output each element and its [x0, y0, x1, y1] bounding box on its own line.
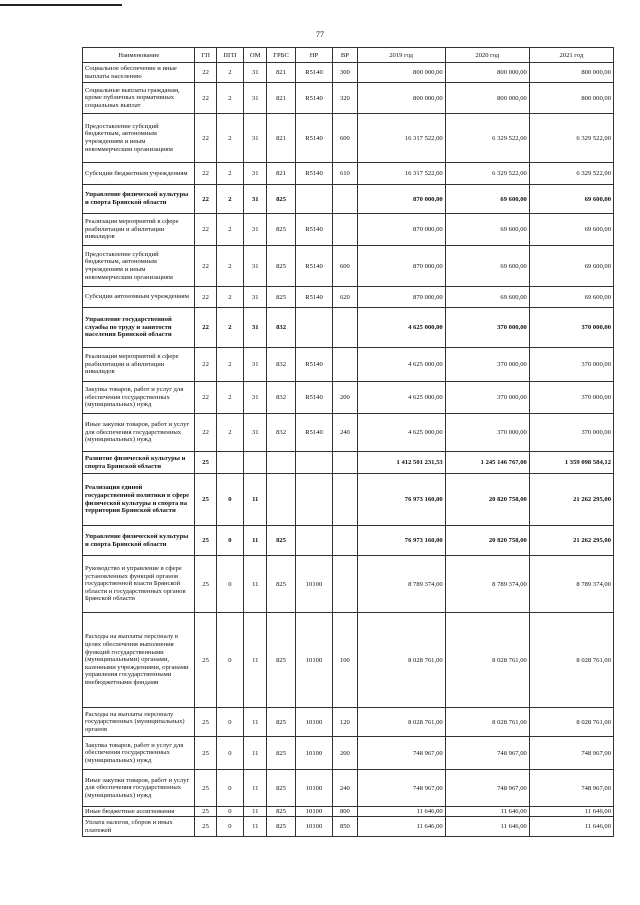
cell-gp: 22	[195, 382, 216, 414]
cell-2020: 69 600,00	[445, 214, 529, 246]
cell-vr: 100	[333, 613, 357, 708]
cell-pgp: 0	[216, 526, 243, 556]
cell-grbs: 825	[267, 214, 295, 246]
cell-2020: 8 028 761,00	[445, 613, 529, 708]
cell-gp: 22	[195, 185, 216, 214]
cell-name: Социальные выплаты гражданам, кроме публичных нормативных социальных выплат	[83, 83, 195, 114]
cell-om: 11	[244, 807, 267, 817]
cell-name: Реализация мероприятий в сфере реабилитации и абилитации инвалидов	[83, 348, 195, 382]
table-row	[83, 737, 614, 770]
cell-grbs: 825	[267, 708, 295, 737]
cell-2020: 6 329 522,00	[445, 114, 529, 163]
cell-2020: 11 646,00	[445, 807, 529, 817]
table-header-row	[83, 48, 614, 63]
cell-nr: 10100	[295, 708, 332, 737]
cell-om	[244, 452, 267, 474]
cell-om: 31	[244, 308, 267, 348]
cell-vr: 200	[333, 382, 357, 414]
cell-nr: R5140	[295, 382, 332, 414]
cell-pgp: 0	[216, 474, 243, 526]
cell-2021: 748 967,00	[529, 770, 613, 807]
cell-om: 11	[244, 708, 267, 737]
cell-pgp	[216, 452, 243, 474]
cell-2021: 370 000,00	[529, 382, 613, 414]
table-row	[83, 214, 614, 246]
cell-2021: 11 646,00	[529, 817, 613, 837]
cell-name: Развитие физической культуры и спорта Брянской области	[83, 452, 195, 474]
cell-2019: 11 646,00	[357, 807, 445, 817]
cell-name: Субсидии автономным учреждениям	[83, 287, 195, 308]
table-row	[83, 770, 614, 807]
cell-grbs: 832	[267, 308, 295, 348]
cell-om: 31	[244, 185, 267, 214]
cell-name: Предоставление субсидий бюджетным, автономным учреждениям и иным некоммерческим организациям	[83, 114, 195, 163]
cell-name: Предоставление субсидий бюджетным, автономным учреждениям и иным некоммерческим организациям	[83, 246, 195, 287]
budget-table	[82, 47, 614, 837]
cell-2021: 11 646,00	[529, 807, 613, 817]
col-header-pgp: ПГП	[216, 48, 243, 63]
cell-vr: 600	[333, 114, 357, 163]
top-rule	[0, 4, 122, 6]
cell-om: 31	[244, 287, 267, 308]
cell-grbs: 821	[267, 63, 295, 83]
cell-2021: 1 359 098 584,12	[529, 452, 613, 474]
cell-vr: 120	[333, 708, 357, 737]
cell-gp: 22	[195, 214, 216, 246]
cell-2019: 16 317 522,00	[357, 114, 445, 163]
cell-nr	[295, 474, 332, 526]
cell-om: 31	[244, 114, 267, 163]
cell-2019: 4 625 000,00	[357, 382, 445, 414]
cell-nr: R5140	[295, 348, 332, 382]
cell-name: Иные закупки товаров, работ и услуг для обеспечения государственных (муниципальных) нужд	[83, 414, 195, 452]
cell-gp: 22	[195, 308, 216, 348]
cell-2021: 21 262 295,00	[529, 474, 613, 526]
table-row	[83, 83, 614, 114]
cell-name: Закупка товаров, работ и услуг для обеспечения государственных (муниципальных) нужд	[83, 737, 195, 770]
cell-nr: 10100	[295, 817, 332, 837]
cell-pgp: 0	[216, 613, 243, 708]
cell-vr: 240	[333, 770, 357, 807]
cell-nr: 10100	[295, 807, 332, 817]
cell-2019: 8 028 761,00	[357, 613, 445, 708]
cell-om: 11	[244, 737, 267, 770]
cell-nr: R5140	[295, 246, 332, 287]
cell-2019: 870 000,00	[357, 185, 445, 214]
table-row	[83, 163, 614, 185]
cell-grbs: 832	[267, 348, 295, 382]
cell-2019: 76 973 160,00	[357, 474, 445, 526]
cell-gp: 22	[195, 348, 216, 382]
cell-gp: 22	[195, 114, 216, 163]
cell-grbs: 832	[267, 382, 295, 414]
table-row	[83, 114, 614, 163]
table-row	[83, 708, 614, 737]
cell-name: Иные закупки товаров, работ и услуг для обеспечения государственных (муниципальных) нужд	[83, 770, 195, 807]
cell-nr: 10100	[295, 613, 332, 708]
cell-pgp: 2	[216, 414, 243, 452]
cell-pgp: 0	[216, 817, 243, 837]
col-header-gp: ГП	[195, 48, 216, 63]
col-header-nr: НР	[295, 48, 332, 63]
cell-grbs: 825	[267, 770, 295, 807]
cell-2021: 69 600,00	[529, 287, 613, 308]
cell-grbs: 825	[267, 556, 295, 613]
cell-gp: 25	[195, 452, 216, 474]
table-row	[83, 287, 614, 308]
table-row	[83, 807, 614, 817]
cell-2020: 370 000,00	[445, 348, 529, 382]
cell-om: 31	[244, 414, 267, 452]
cell-2021: 69 600,00	[529, 246, 613, 287]
cell-2020: 8 789 374,00	[445, 556, 529, 613]
cell-pgp: 0	[216, 737, 243, 770]
cell-nr	[295, 452, 332, 474]
cell-om: 31	[244, 163, 267, 185]
col-header-name: Наименование	[83, 48, 195, 63]
cell-pgp: 2	[216, 214, 243, 246]
cell-om: 31	[244, 63, 267, 83]
cell-om: 31	[244, 214, 267, 246]
cell-gp: 22	[195, 63, 216, 83]
cell-2019: 748 967,00	[357, 737, 445, 770]
table-row	[83, 474, 614, 526]
cell-name: Управление физической культуры и спорта Брянской области	[83, 526, 195, 556]
cell-vr: 240	[333, 414, 357, 452]
cell-gp: 25	[195, 770, 216, 807]
cell-2019: 748 967,00	[357, 770, 445, 807]
cell-nr	[295, 526, 332, 556]
cell-grbs: 825	[267, 807, 295, 817]
cell-om: 11	[244, 474, 267, 526]
table-row	[83, 348, 614, 382]
cell-nr: R5140	[295, 214, 332, 246]
cell-2019: 8 028 761,00	[357, 708, 445, 737]
cell-2020: 20 820 758,00	[445, 526, 529, 556]
cell-name: Субсидии бюджетным учреждениям	[83, 163, 195, 185]
cell-nr	[295, 308, 332, 348]
cell-2021: 800 000,00	[529, 63, 613, 83]
cell-gp: 22	[195, 246, 216, 287]
cell-nr: R5140	[295, 83, 332, 114]
col-header-2019: 2019 год	[357, 48, 445, 63]
cell-2020: 6 329 522,00	[445, 163, 529, 185]
table-row	[83, 63, 614, 83]
cell-name: Управление физической культуры и спорта Брянской области	[83, 185, 195, 214]
cell-2019: 4 625 000,00	[357, 414, 445, 452]
cell-pgp: 0	[216, 807, 243, 817]
cell-2019: 4 625 000,00	[357, 348, 445, 382]
cell-om: 11	[244, 556, 267, 613]
cell-2020: 370 000,00	[445, 382, 529, 414]
cell-gp: 25	[195, 556, 216, 613]
cell-nr: R5140	[295, 287, 332, 308]
cell-2020: 370 000,00	[445, 414, 529, 452]
cell-grbs	[267, 474, 295, 526]
cell-pgp: 2	[216, 163, 243, 185]
cell-gp: 25	[195, 737, 216, 770]
cell-nr: R5140	[295, 63, 332, 83]
cell-grbs: 825	[267, 185, 295, 214]
cell-nr: 10100	[295, 770, 332, 807]
cell-2020: 748 967,00	[445, 737, 529, 770]
cell-nr: R5140	[295, 163, 332, 185]
col-header-vr: ВР	[333, 48, 357, 63]
cell-2021: 69 600,00	[529, 214, 613, 246]
cell-gp: 25	[195, 613, 216, 708]
cell-vr: 200	[333, 737, 357, 770]
cell-grbs: 821	[267, 163, 295, 185]
cell-pgp: 2	[216, 308, 243, 348]
cell-grbs: 821	[267, 83, 295, 114]
cell-nr: 10100	[295, 737, 332, 770]
cell-2019: 11 646,00	[357, 817, 445, 837]
cell-2020: 1 245 146 767,00	[445, 452, 529, 474]
cell-vr	[333, 214, 357, 246]
cell-pgp: 2	[216, 185, 243, 214]
cell-om: 11	[244, 526, 267, 556]
table-row	[83, 382, 614, 414]
cell-vr: 610	[333, 163, 357, 185]
table-row	[83, 556, 614, 613]
cell-2021: 6 329 522,00	[529, 114, 613, 163]
cell-pgp: 2	[216, 246, 243, 287]
table-row	[83, 414, 614, 452]
cell-name: Руководство и управление в сфере установленных функций органов государственной власти Брянской области и государственных органов Брянской области	[83, 556, 195, 613]
cell-gp: 22	[195, 414, 216, 452]
col-header-om: ОМ	[244, 48, 267, 63]
cell-grbs: 832	[267, 414, 295, 452]
cell-gp: 25	[195, 708, 216, 737]
cell-2021: 69 600,00	[529, 185, 613, 214]
cell-om: 11	[244, 613, 267, 708]
cell-2020: 11 646,00	[445, 817, 529, 837]
cell-pgp: 2	[216, 348, 243, 382]
cell-2020: 69 600,00	[445, 246, 529, 287]
cell-pgp: 0	[216, 556, 243, 613]
cell-nr: R5140	[295, 114, 332, 163]
cell-name: Расходы на выплаты персоналу в целях обеспечения выполнения функций государственными (муниципальными) органами, казенными учреждениями, органами управления государственными внебюджетными фондами	[83, 613, 195, 708]
cell-nr: R5140	[295, 414, 332, 452]
cell-2019: 8 789 374,00	[357, 556, 445, 613]
cell-name: Реализация мероприятий в сфере реабилитации и абилитации инвалидов	[83, 214, 195, 246]
col-header-2021: 2021 год	[529, 48, 613, 63]
cell-2019: 800 000,00	[357, 83, 445, 114]
cell-vr	[333, 526, 357, 556]
page-number: 77	[316, 30, 324, 39]
cell-2021: 748 967,00	[529, 737, 613, 770]
cell-2021: 8 028 761,00	[529, 708, 613, 737]
cell-gp: 25	[195, 526, 216, 556]
col-header-grbs: ГРБС	[267, 48, 295, 63]
cell-2019: 870 000,00	[357, 287, 445, 308]
cell-2020: 370 000,00	[445, 308, 529, 348]
cell-nr	[295, 185, 332, 214]
table-row	[83, 185, 614, 214]
cell-2021: 8 028 761,00	[529, 613, 613, 708]
cell-vr	[333, 185, 357, 214]
cell-pgp: 2	[216, 83, 243, 114]
cell-pgp: 0	[216, 770, 243, 807]
cell-gp: 25	[195, 807, 216, 817]
cell-vr: 300	[333, 63, 357, 83]
cell-gp: 22	[195, 287, 216, 308]
cell-vr: 850	[333, 817, 357, 837]
cell-2020: 748 967,00	[445, 770, 529, 807]
cell-gp: 25	[195, 817, 216, 837]
table-row	[83, 308, 614, 348]
cell-om: 31	[244, 83, 267, 114]
table-row	[83, 452, 614, 474]
table-row	[83, 246, 614, 287]
cell-om: 31	[244, 348, 267, 382]
cell-name: Социальное обеспечение и иные выплаты населению	[83, 63, 195, 83]
cell-pgp: 2	[216, 287, 243, 308]
cell-2019: 4 625 000,00	[357, 308, 445, 348]
cell-2019: 76 973 160,00	[357, 526, 445, 556]
cell-pgp: 2	[216, 63, 243, 83]
cell-vr: 600	[333, 246, 357, 287]
cell-2021: 6 329 522,00	[529, 163, 613, 185]
table-row	[83, 526, 614, 556]
cell-2021: 370 000,00	[529, 308, 613, 348]
cell-2021: 370 000,00	[529, 348, 613, 382]
cell-grbs: 821	[267, 114, 295, 163]
cell-2019: 1 412 501 231,53	[357, 452, 445, 474]
cell-om: 31	[244, 246, 267, 287]
cell-om: 11	[244, 770, 267, 807]
cell-vr	[333, 308, 357, 348]
cell-pgp: 2	[216, 382, 243, 414]
table-row	[83, 817, 614, 837]
cell-vr	[333, 348, 357, 382]
cell-2020: 69 600,00	[445, 287, 529, 308]
cell-vr	[333, 474, 357, 526]
cell-grbs	[267, 452, 295, 474]
cell-om: 11	[244, 817, 267, 837]
cell-om: 31	[244, 382, 267, 414]
cell-2020: 20 820 758,00	[445, 474, 529, 526]
cell-2020: 8 028 761,00	[445, 708, 529, 737]
cell-vr	[333, 452, 357, 474]
cell-nr: 10100	[295, 556, 332, 613]
cell-name: Закупка товаров, работ и услуг для обеспечения государственных (муниципальных) нужд	[83, 382, 195, 414]
cell-grbs: 825	[267, 613, 295, 708]
cell-grbs: 825	[267, 287, 295, 308]
cell-name: Расходы на выплаты персоналу государственных (муниципальных) органов	[83, 708, 195, 737]
cell-pgp: 2	[216, 114, 243, 163]
cell-2019: 800 000,00	[357, 63, 445, 83]
col-header-2020: 2020 год	[445, 48, 529, 63]
cell-2021: 800 000,00	[529, 83, 613, 114]
cell-2021: 8 789 374,00	[529, 556, 613, 613]
cell-pgp: 0	[216, 708, 243, 737]
table-row	[83, 613, 614, 708]
cell-vr	[333, 556, 357, 613]
cell-2020: 800 000,00	[445, 63, 529, 83]
cell-gp: 22	[195, 163, 216, 185]
table-body	[83, 63, 614, 837]
cell-2019: 870 000,00	[357, 214, 445, 246]
cell-vr: 800	[333, 807, 357, 817]
cell-name: Реализация единой государственной политики в сфере физической культуры и спорта на территории Брянской области	[83, 474, 195, 526]
cell-grbs: 825	[267, 526, 295, 556]
cell-2020: 800 000,00	[445, 83, 529, 114]
cell-gp: 22	[195, 83, 216, 114]
cell-2020: 69 600,00	[445, 185, 529, 214]
cell-vr: 320	[333, 83, 357, 114]
cell-2021: 370 000,00	[529, 414, 613, 452]
cell-2021: 21 262 295,00	[529, 526, 613, 556]
cell-name: Уплата налогов, сборов и иных платежей	[83, 817, 195, 837]
cell-vr: 620	[333, 287, 357, 308]
cell-name: Управление государственной службы по труду и занятости населения Брянской области	[83, 308, 195, 348]
cell-2019: 870 000,00	[357, 246, 445, 287]
cell-grbs: 825	[267, 817, 295, 837]
cell-name: Иные бюджетные ассигнования	[83, 807, 195, 817]
cell-grbs: 825	[267, 246, 295, 287]
cell-gp: 25	[195, 474, 216, 526]
cell-grbs: 825	[267, 737, 295, 770]
cell-2019: 16 317 522,00	[357, 163, 445, 185]
